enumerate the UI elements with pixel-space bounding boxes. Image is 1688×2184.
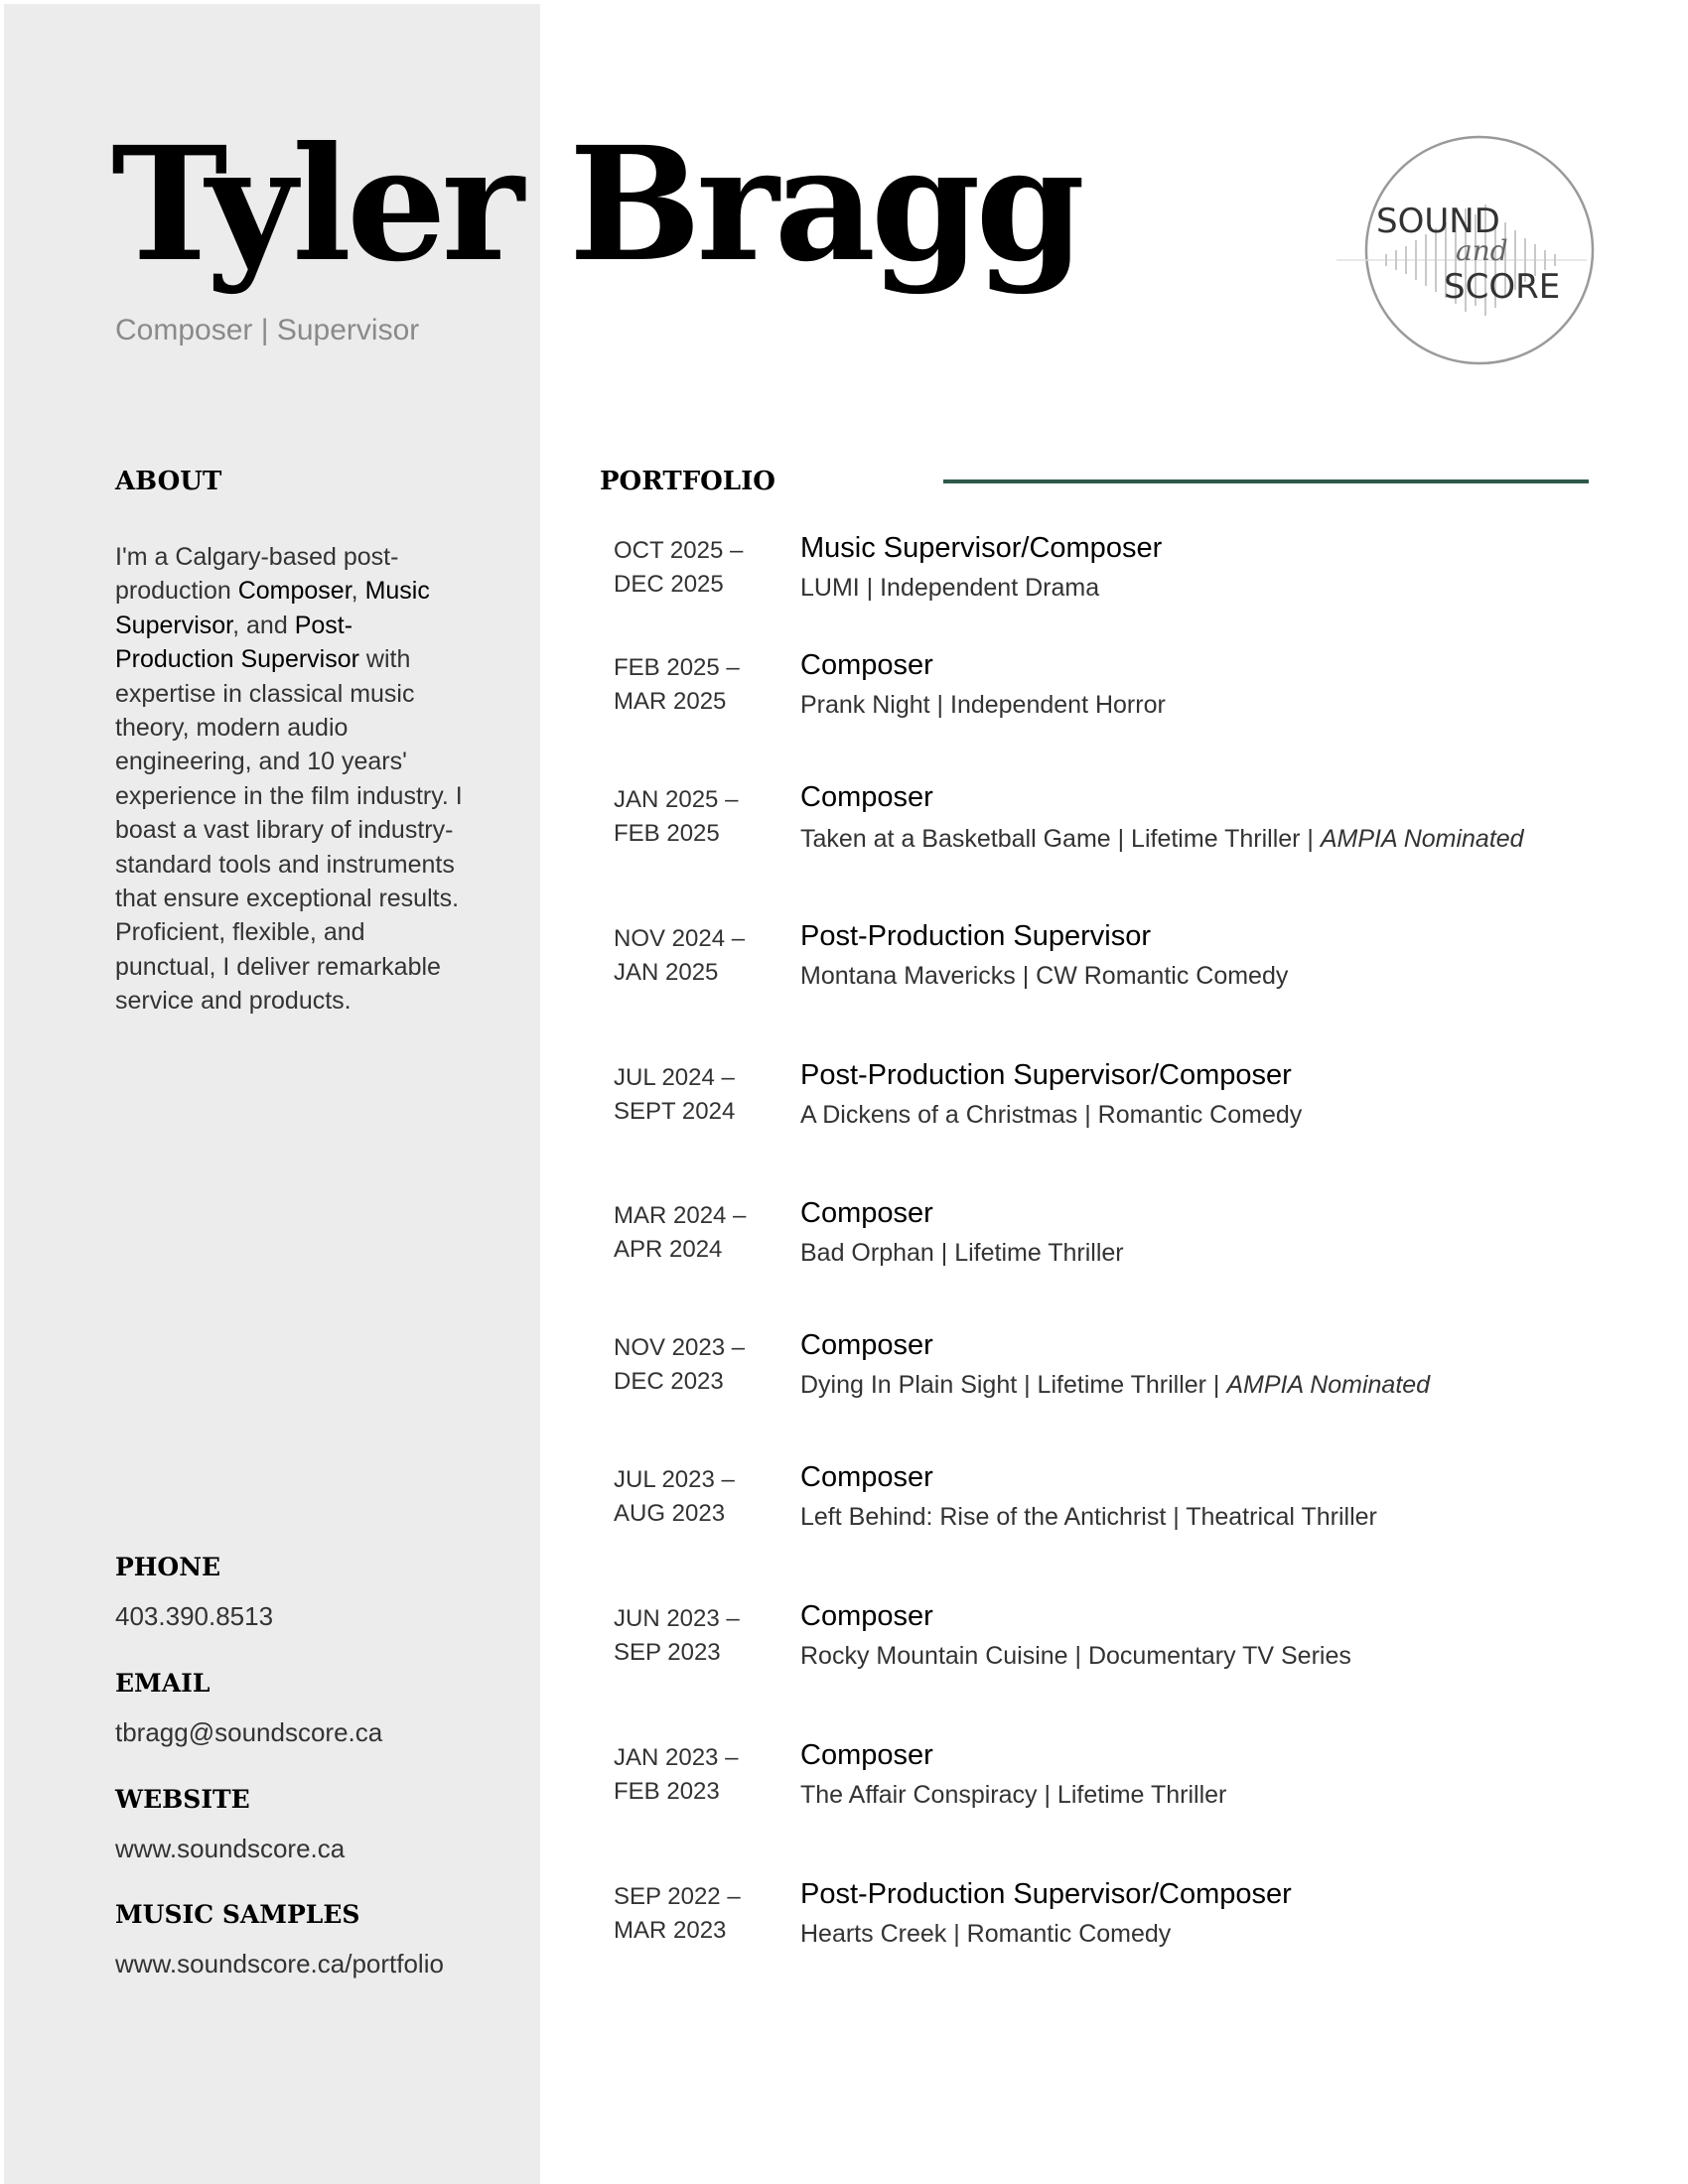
entry-dates <box>614 1199 792 1267</box>
entry-end-date: MAR 2023 <box>614 1917 727 1944</box>
entry-detail <box>800 1503 1377 1532</box>
music-samples-label: MUSIC SAMPLES <box>115 1900 360 1929</box>
entry-end-date: DEC 2025 <box>614 571 724 598</box>
entry-start-date: JUN 2023 – <box>614 1605 740 1632</box>
entry-project: Taken at a Basketball Game | Lifetime Thriller | <box>800 825 1321 853</box>
entry-end-date: FEB 2025 <box>614 820 720 847</box>
entry-project: Dying In Plain Sight | Lifetime Thriller | <box>800 1371 1227 1399</box>
entry-detail <box>800 1642 1351 1671</box>
entry-detail <box>800 1239 1124 1268</box>
about-highlight-music-supervisor: Music Supervisor <box>115 577 430 639</box>
entry-project: A Dickens of a Christmas | Romantic Comedy <box>800 1101 1303 1129</box>
about-highlight-post-production-supervisor: Post-Production Supervisor <box>115 611 359 674</box>
entry-award-note: AMPIA Nominated <box>1320 825 1524 853</box>
entry-detail <box>800 825 1524 854</box>
about-text-intro: I'm a Calgary-based post-production <box>115 543 399 606</box>
entry-detail <box>800 574 1099 603</box>
entry-end-date: JAN 2025 <box>614 959 719 986</box>
entry-detail <box>800 1101 1302 1130</box>
entry-role: Post-Production Supervisor/Composer <box>800 1059 1292 1091</box>
phone-label: PHONE <box>115 1553 221 1581</box>
entry-end-date: FEB 2023 <box>614 1778 720 1805</box>
entry-project: Hearts Creek | Romantic Comedy <box>800 1920 1172 1948</box>
entry-end-date: DEC 2023 <box>614 1368 724 1395</box>
entry-dates <box>614 1602 792 1670</box>
entry-start-date: NOV 2024 – <box>614 925 746 952</box>
logo-word-score: SCORE <box>1444 267 1561 307</box>
entry-project: Prank Night | Independent Horror <box>800 691 1166 719</box>
entry-end-date: SEPT 2024 <box>614 1098 736 1125</box>
entry-role: Post-Production Supervisor/Composer <box>800 1878 1292 1910</box>
entry-start-date: FEB 2025 – <box>614 654 740 681</box>
entry-end-date: AUG 2023 <box>614 1500 726 1527</box>
entry-dates <box>614 1463 792 1531</box>
entry-start-date: MAR 2024 – <box>614 1202 747 1229</box>
about-text-separator: , <box>351 577 365 606</box>
email-label: EMAIL <box>115 1669 211 1698</box>
phone-number: 403.390.8513 <box>115 1601 274 1631</box>
portfolio-heading: PORTFOLIO <box>600 467 775 496</box>
entry-detail <box>800 691 1166 720</box>
entry-role: Composer <box>800 1329 933 1361</box>
entry-start-date: JUL 2024 – <box>614 1064 735 1091</box>
entry-project: Left Behind: Rise of the Antichrist | Theatrical Thriller <box>800 1503 1377 1531</box>
entry-dates <box>614 1331 792 1399</box>
email-address: tbragg@soundscore.ca <box>115 1717 383 1747</box>
website-url: www.soundscore.ca <box>115 1834 346 1863</box>
entry-dates <box>614 651 792 719</box>
job-subtitle: Composer | Supervisor <box>115 314 420 346</box>
entry-dates <box>614 1061 792 1129</box>
entry-project: Montana Mavericks | CW Romantic Comedy <box>800 962 1289 990</box>
entry-role: Composer <box>800 1461 933 1493</box>
entry-role: Composer <box>800 781 933 813</box>
about-heading: ABOUT <box>115 467 222 496</box>
entry-project: Bad Orphan | Lifetime Thriller <box>800 1239 1124 1267</box>
entry-detail <box>800 962 1288 991</box>
entry-role: Composer <box>800 1197 933 1229</box>
about-text-separator: , and <box>232 611 295 639</box>
entry-detail <box>800 1781 1226 1810</box>
entry-dates <box>614 1741 792 1809</box>
about-text-body: with expertise in classical music theory, modern audio engineering, and 10 years' experience in the film industry. I boast a vast library of industry-standard tools and instruments that ensure exceptional results. Proficient, flexible, and punctual, I deliver remarkable service and products. <box>115 645 463 1016</box>
about-text <box>115 540 463 1019</box>
entry-role: Post-Production Supervisor <box>800 920 1151 952</box>
portfolio-divider <box>943 479 1589 483</box>
entry-start-date: SEP 2022 – <box>614 1883 741 1910</box>
entry-start-date: JAN 2025 – <box>614 786 739 813</box>
entry-end-date: SEP 2023 <box>614 1639 721 1666</box>
entry-dates <box>614 783 792 851</box>
entry-project: LUMI | Independent Drama <box>800 574 1100 602</box>
sound-and-score-logo <box>1327 131 1601 369</box>
entry-end-date: MAR 2025 <box>614 688 727 715</box>
entry-dates <box>614 534 792 602</box>
entry-role: Composer <box>800 1739 933 1771</box>
entry-role: Music Supervisor/Composer <box>800 532 1163 564</box>
page-title: Tyler Bragg <box>111 113 1080 297</box>
entry-award-note: AMPIA Nominated <box>1226 1371 1431 1399</box>
entry-dates <box>614 922 792 990</box>
logo-word-and: and <box>1456 234 1508 267</box>
website-label: WEBSITE <box>115 1785 250 1814</box>
entry-project: Rocky Mountain Cuisine | Documentary TV Series <box>800 1642 1351 1670</box>
entry-role: Composer <box>800 649 933 681</box>
logo-word-sound: SOUND <box>1376 202 1500 241</box>
entry-start-date: NOV 2023 – <box>614 1334 746 1361</box>
entry-detail <box>800 1920 1171 1949</box>
entry-role: Composer <box>800 1600 933 1632</box>
entry-start-date: JAN 2023 – <box>614 1744 739 1771</box>
entry-start-date: OCT 2025 – <box>614 537 744 564</box>
entry-dates <box>614 1880 792 1948</box>
music-samples-url: www.soundscore.ca/portfolio <box>115 1949 444 1979</box>
entry-project: The Affair Conspiracy | Lifetime Thriller <box>800 1781 1227 1809</box>
entry-start-date: JUL 2023 – <box>614 1466 735 1493</box>
about-highlight-composer: Composer <box>237 577 352 606</box>
entry-end-date: APR 2024 <box>614 1236 723 1263</box>
entry-detail <box>800 1371 1430 1400</box>
